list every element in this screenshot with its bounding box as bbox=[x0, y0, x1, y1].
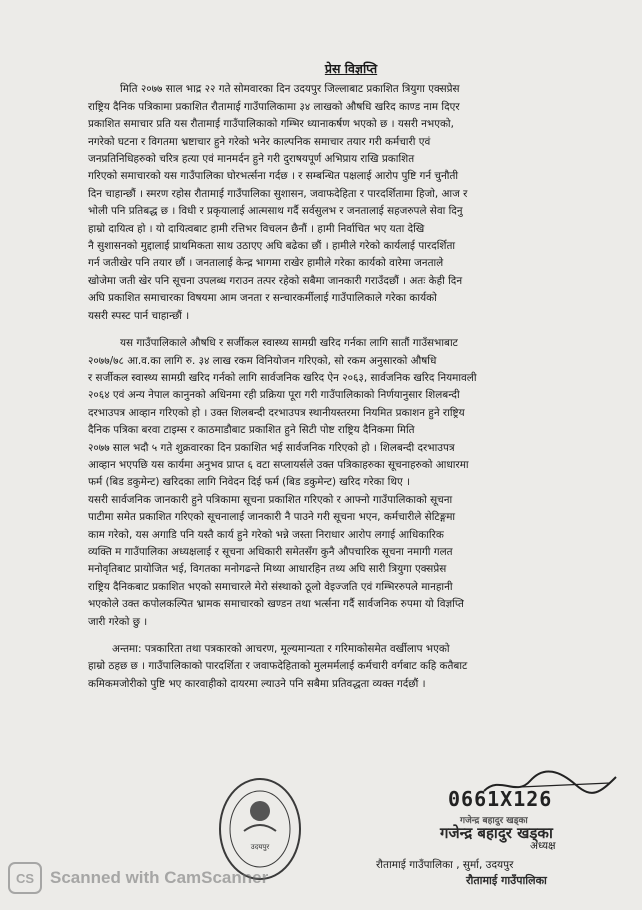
text-line: जनप्रतिनिधिहरुको चरित्र हत्या एवं मानमर्दन हुने गरी दुराषयपूर्ण अभिप्राय राखि प्रकाशित bbox=[88, 153, 415, 166]
page-title: प्रेस विज्ञप्ति bbox=[324, 61, 378, 76]
text-line: २०७७/७८ आ.व.का लागि रु. ३४ लाख रकम विनियोजन गरिएको, सो रकम अनुसारको औषधि bbox=[88, 354, 437, 367]
text-line: अन्तमा: पत्रकारिता तथा पत्रकारको आचरण, मूल्यमान्यता र गरिमाकोसमेत वर्खीलाप भएको bbox=[112, 643, 450, 655]
text-line: नै सुशासनको मुद्दालाई प्राथमिकता साथ उठाए‌ए अघि बढेका छौं । हामीले गरेको कार्यलाई पारदर्शिता bbox=[88, 240, 456, 253]
text-line: राष्ट्रिय दैनिक पत्रिकामा प्रकाशित रौतामाई गाउँपालिकामा ३४ लाखको औषधि खरिद काण्ड नाम दिएर bbox=[88, 100, 460, 113]
text-line: भएकोले उक्त कपोलकल्पित भ्रामक समाचारको खण्डन तथा भर्त्सना गर्दै सार्वजनिक रुपमा यो विज्ञप्ति bbox=[88, 598, 464, 611]
press-release-body bbox=[88, 60, 614, 693]
paragraph-2 bbox=[88, 335, 614, 631]
text-line: फर्म (बिड डकुमेन्ट) खरिदका लागि निवेदन दिई फर्म (बिड डकुमेन्ट) खरिद गरेका थिए । bbox=[88, 476, 410, 489]
text-line: दैनिक पत्रिका बरवा टाइम्स र काठमाडौबाट प्रकाशित हुने सिटी पोष्ट राष्ट्रिय दैनिकमा मिति bbox=[88, 424, 415, 437]
text-line: दिन चाहान्छौं । स्मरण रहोस रौतामाई गाउँपालिका सुशासन, जवाफदेहिता र पारदर्शितामा हिजो, आज र bbox=[88, 187, 468, 200]
text-line: २०६४ एवं अन्य नेपाल कानुनको अधिनमा रही प्रक्रिया पूरा गरी गाउँपालिकाको निर्णयानुसार शिलबन्दी bbox=[88, 389, 460, 402]
text-line: हाम्रो दायित्व हो । यो दायित्वबाट हामी रत्तिभर विचलन छैनौं । हामी निर्वाचित भए यता देखि bbox=[88, 222, 425, 235]
text-line: मनोवृतिबाट प्रायोजित भई, विगतका मनोगढन्ते मिथ्या आधारहिन तथ्य अघि सारी त्रियुगा एक्सप्रेस bbox=[88, 563, 447, 576]
text-line: हाम्रो ठहछ छ । गाउँपालिकाको पारदर्शिता र जवाफदेहिताको मुलमर्मलाई कर्मचारी वर्गबाट कहि कतैबाट bbox=[88, 660, 468, 673]
text-line: अघि प्रकाशित समाचारका विषयमा आम जनता र सन्चारकर्मीलाई गाउँपालिकाले गरेका कार्यको bbox=[88, 292, 437, 305]
text-line: काम गरेको, यस अगाडि पनि यस्तै कार्य हुने गरेको भन्ने जस्ता निराधार आरोप लगाई आधिकारिक bbox=[88, 528, 444, 541]
text-line: यस गाउँपालिकाले औषधि र सर्जीकल स्वास्थ्य सामग्री खरिद गर्नका लागि सातौं गाउँसभाबाट bbox=[120, 337, 458, 350]
text-line: जारी गरेको छु । bbox=[88, 615, 148, 628]
text-line: नगरेको घटना र विगतमा भ्रष्टाचार हुने गरेको भनेर काल्पनिक समाचार तयार गरी कर्मचारी एवं bbox=[88, 135, 431, 148]
stamp-name-small: गजेन्द्र बहादुर खड्का bbox=[460, 816, 528, 826]
text-line: यसरी सार्वजनिक जानकारी हुने पत्रिकामा सूचना प्रकाशित गरिएको र आफ्नो गाउँपालिकाको सूचना bbox=[88, 493, 453, 506]
stamp-office: रौतामाई गाउँपालिका bbox=[466, 874, 547, 887]
text-line: मिति २०७७ साल भाद्र २२ गते सोमवारका दिन उदयपुर जिल्लाबाट प्रकाशित त्रियुगा एक्सप्रेस bbox=[120, 83, 460, 96]
stamp-name-large: गजेन्द्र बहादुर खड्का bbox=[440, 824, 553, 842]
text-line: गर्न जतीखेर पनि तयार छौं । जनतालाई केन्द्र भागमा राखेर हामीले गरेका कार्यको वारेमा जनताले bbox=[88, 257, 444, 270]
camscanner-watermark bbox=[0, 858, 360, 898]
text-line: कमिकमजोरीको पुष्टि भए कारवाहीको दायरमा ल्याउने पनि सबैमा प्रतिवद्धता व्यक्त गर्दछौं । bbox=[88, 677, 426, 690]
text-line: गरिएको समाचारको यस गाउँपालिका घोरभर्त्सना गर्दछ । र सम्बन्धित पक्षलाई आरोप पुष्टि गर्न चुनौती bbox=[88, 170, 459, 183]
text-line: भोली पनि प्रतिबद्ध छ । विधी र प्रकृयालाई आत्मसाथ गर्दै सर्वसुलभ र जनतालाई सहजरुपले सेवा दिनु bbox=[88, 205, 463, 218]
text-line: आव्हान भएपछि यस कार्यमा अनुभव प्राप्त ६ वटा सप्लायर्सले उक्त पत्रिकाहरुका सूचनाहरुको आधारमा bbox=[88, 458, 469, 471]
watermark-text: Scanned with CamScanner bbox=[50, 868, 269, 887]
text-line: राष्ट्रिय दैनिकबाट प्रकाशित भएको समाचारले मेरो संस्थाको ठूलो वेइज्जति एवं गम्भिररुपले मानहानी bbox=[88, 580, 453, 593]
signatory-role: अध्यक्ष bbox=[530, 840, 556, 852]
text-line: खोजेमा जती खेर पनि सूचना उपलब्ध गराउन तत्पर रहेको सबैमा जानकारी गराउँदछौं । अतः केही दिन bbox=[88, 274, 463, 287]
paragraph-1 bbox=[88, 81, 614, 325]
text-line: प्रकाशित समाचार प्रति यस रौतामाई गाउँपालिकाको गम्भिर ध्यानाकर्षण भएको छ । यसरी नभएको, bbox=[88, 118, 454, 131]
text-line: र सर्जीकल स्वास्थ्य सामग्री खरिद गर्नको लागि सार्वजनिक खरिद ऐन २०६३, सार्वजनिक खरिद नियमावली bbox=[88, 371, 477, 384]
seal-text-bottom: उदयपुर bbox=[250, 843, 270, 851]
text-line: व्यक्ति म गाउँपालिका अध्यक्षलाई र सूचना अधिकारी समेतसँग कुनै औपचारिक सूचना नमागी गलत bbox=[88, 545, 453, 558]
signature-number: 0661X126 bbox=[448, 787, 553, 811]
text-line: २०७७ साल भदौ ५ गते शुक्रवारका दिन प्रकाशित भई सार्वजनिक गरिएको हो । शिलबन्दी दरभाउपत्र bbox=[88, 441, 455, 454]
text-line: यसरी स्पस्ट पार्न चाहान्छौं । bbox=[88, 309, 190, 322]
camscanner-logo-icon: CS bbox=[8, 862, 42, 894]
paragraph-3 bbox=[88, 641, 614, 693]
text-line: पाटीमा समेत प्रकाशित गरिएको सूचनालाई जानकारी नै पाउने गरी सूचना भएन, कर्मचारीले सेटिङ्गमा bbox=[88, 511, 456, 524]
text-line: दरभाउपत्र आव्हान गरिएको हो । उक्त शिलबन्दी दरभाउपत्र स्थानीयस्तरमा नियमित प्रकाशन हुने राष्ट्रिय bbox=[88, 406, 465, 419]
signatory-office: रौतामाई गाउँपालिका , सुर्मा, उदयपुर bbox=[376, 859, 514, 871]
